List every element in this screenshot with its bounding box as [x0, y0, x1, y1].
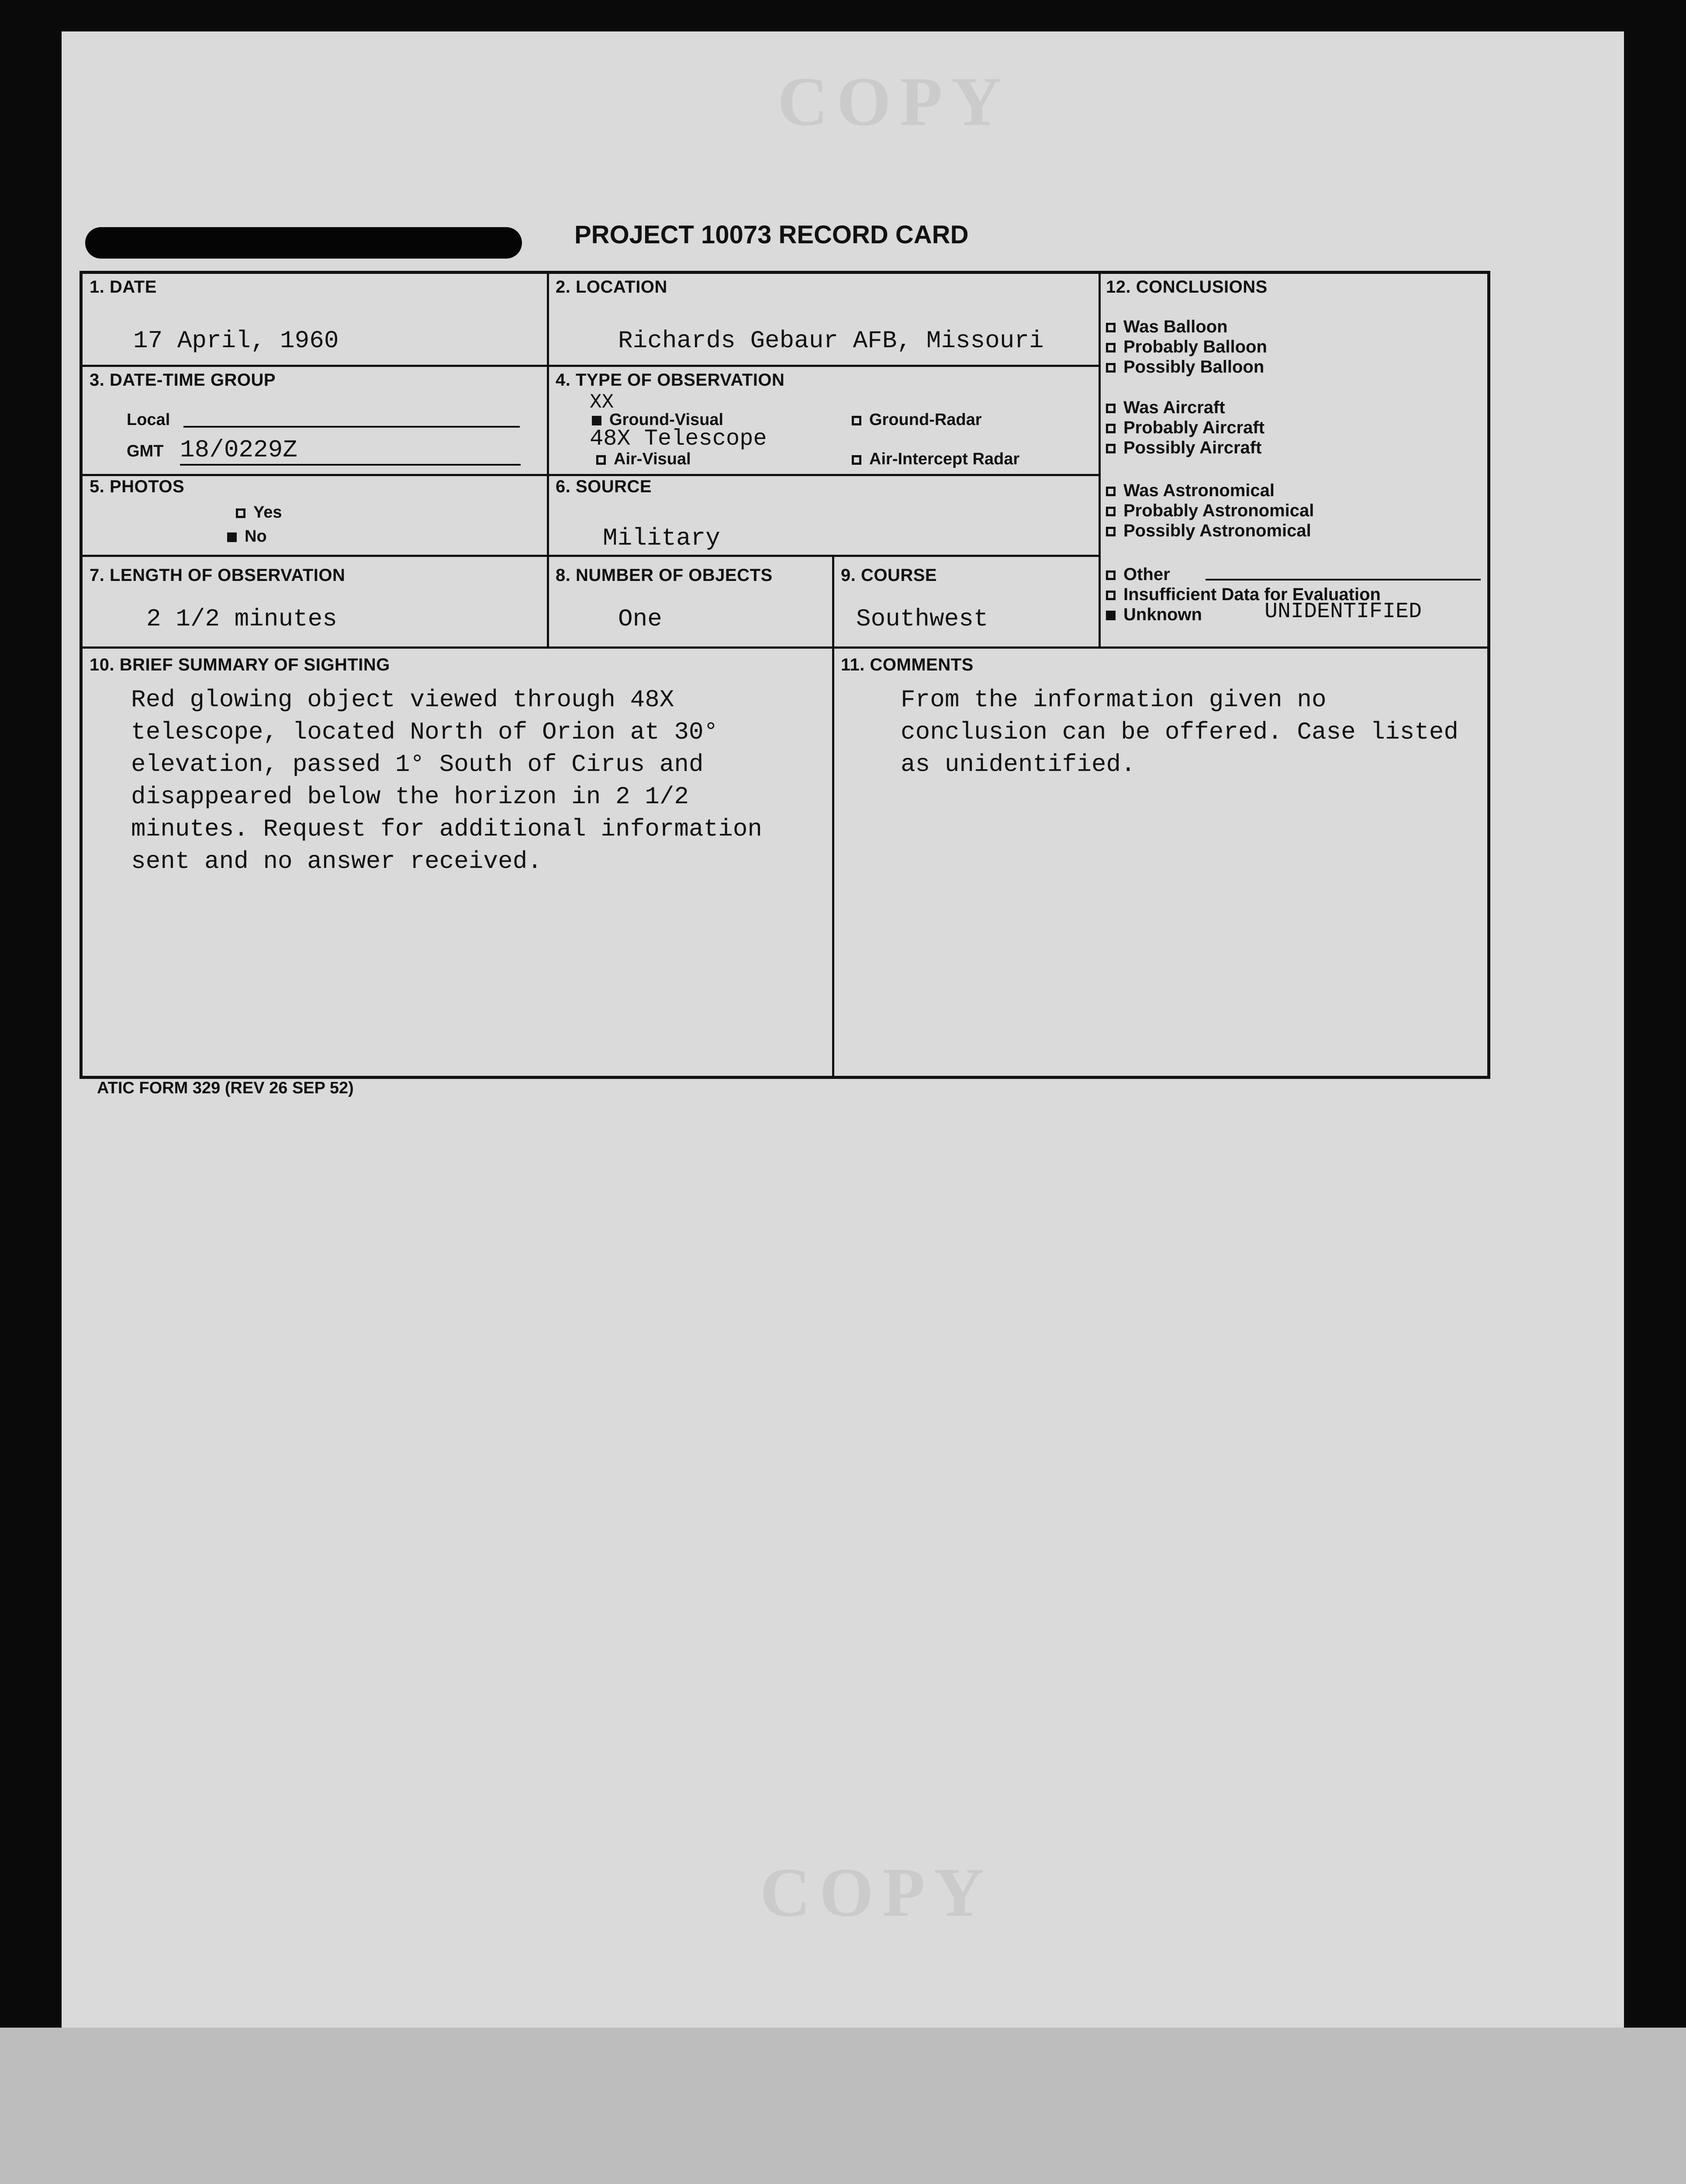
summary-label: 10. BRIEF SUMMARY OF SIGHTING: [90, 655, 390, 674]
unknown-note: UNIDENTIFIED: [1264, 599, 1422, 624]
conclusion-was-astronomical: Was Astronomical: [1106, 480, 1275, 501]
probably-astronomical-checkbox: [1106, 507, 1116, 516]
background-copy-stamp-bottom: COPY: [760, 1853, 993, 1931]
photos-label: 5. PHOTOS: [90, 477, 185, 496]
divider-row-2: [79, 474, 1099, 476]
dtg-local-line: [183, 426, 520, 428]
probably-balloon-checkbox: [1106, 343, 1116, 352]
other-line: [1206, 579, 1481, 581]
conclusion-probably-balloon: Probably Balloon: [1106, 337, 1267, 357]
probably-aircraft-checkbox: [1106, 424, 1116, 433]
air-intercept-option: Air-Intercept Radar: [852, 450, 1019, 469]
possibly-balloon-checkbox: [1106, 363, 1116, 373]
length-label: 7. LENGTH OF OBSERVATION: [90, 566, 345, 585]
source-label: 6. SOURCE: [556, 477, 652, 496]
air-visual-checkbox: [596, 455, 606, 465]
comments-label: 11. COMMENTS: [841, 655, 974, 674]
dtg-gmt-line: [180, 464, 521, 466]
ground-radar-checkbox: [852, 416, 861, 425]
dtg-label: 3. DATE-TIME GROUP: [90, 370, 276, 390]
ground-visual-checkbox: [592, 416, 601, 425]
observation-type-label: 4. TYPE OF OBSERVATION: [556, 370, 785, 390]
was-balloon-checkbox: [1106, 323, 1116, 332]
photos-no-checkbox: [227, 532, 237, 542]
ground-radar-option: Ground-Radar: [852, 411, 982, 429]
num-objects-label: 8. NUMBER OF OBJECTS: [556, 566, 773, 585]
conclusion-insufficient-data: Insufficient Data for Evaluation: [1106, 584, 1381, 605]
conclusion-was-aircraft: Was Aircraft: [1106, 397, 1225, 418]
divider-summary-comments: [832, 646, 834, 1079]
dtg-gmt-label: GMT: [127, 442, 164, 460]
photos-no-option: No: [227, 527, 267, 546]
divider-col-1: [547, 271, 549, 646]
divider-objects-course: [832, 555, 834, 646]
divider-col-2: [1099, 271, 1101, 646]
possibly-astronomical-checkbox: [1106, 527, 1116, 536]
num-objects-value: One: [618, 605, 662, 633]
lower-film-strip: [0, 2028, 1686, 2184]
conclusion-unknown: Unknown: [1106, 605, 1202, 625]
observation-note: 48X Telescope: [590, 426, 767, 452]
unknown-checkbox: [1106, 611, 1116, 620]
dtg-local-label: Local: [127, 411, 170, 429]
photos-yes-option: Yes: [236, 503, 282, 522]
was-astronomical-checkbox: [1106, 487, 1116, 496]
summary-text: Red glowing object viewed through 48X telescope, located North of Orion at 30° elevation, passed 1° South of Cirus and disappeared below the horizon in 2 1/2 minutes. Request for additional information sent and no answer received.: [131, 686, 763, 875]
conclusion-possibly-astronomical: Possibly Astronomical: [1106, 521, 1311, 541]
location-label: 2. LOCATION: [556, 277, 667, 297]
location-value: Richards Gebaur AFB, Missouri: [618, 327, 1044, 355]
card-title: PROJECT 10073 RECORD CARD: [574, 221, 969, 249]
conclusion-probably-astronomical: Probably Astronomical: [1106, 501, 1314, 521]
conclusion-possibly-balloon: Possibly Balloon: [1106, 357, 1264, 377]
comments-text: From the information given no conclusion can be offered. Case listed as unidentified.: [901, 686, 1459, 778]
conclusion-was-balloon: Was Balloon: [1106, 317, 1228, 337]
course-label: 9. COURSE: [841, 566, 937, 585]
redaction-bar: [85, 227, 522, 259]
other-checkbox: [1106, 570, 1116, 580]
conclusion-possibly-aircraft: Possibly Aircraft: [1106, 438, 1261, 458]
divider-row-4: [79, 646, 1490, 649]
background-copy-stamp-top: COPY: [777, 62, 1011, 140]
air-visual-option: Air-Visual: [596, 450, 691, 469]
photos-yes-checkbox: [236, 508, 245, 518]
source-value: Military: [603, 524, 720, 552]
was-aircraft-checkbox: [1106, 404, 1116, 413]
insufficient-data-checkbox: [1106, 591, 1116, 600]
ground-visual-option: Ground-Visual: [592, 411, 723, 429]
possibly-aircraft-checkbox: [1106, 444, 1116, 453]
conclusion-other: Other: [1106, 564, 1170, 584]
divider-row-3: [79, 555, 1099, 557]
length-value: 2 1/2 minutes: [146, 605, 337, 633]
record-card: [79, 271, 1490, 1079]
dtg-gmt-value: 18/0229Z: [180, 436, 297, 464]
divider-row-1: [79, 365, 1099, 367]
conclusion-probably-aircraft: Probably Aircraft: [1106, 418, 1264, 438]
date-value: 17 April, 1960: [133, 327, 339, 355]
conclusions-label: 12. CONCLUSIONS: [1106, 277, 1268, 297]
observation-checked-mark: XX: [590, 391, 614, 414]
air-intercept-checkbox: [852, 455, 861, 465]
course-value: Southwest: [856, 605, 988, 633]
date-label: 1. DATE: [90, 277, 157, 297]
form-number: ATIC FORM 329 (REV 26 SEP 52): [97, 1079, 354, 1097]
